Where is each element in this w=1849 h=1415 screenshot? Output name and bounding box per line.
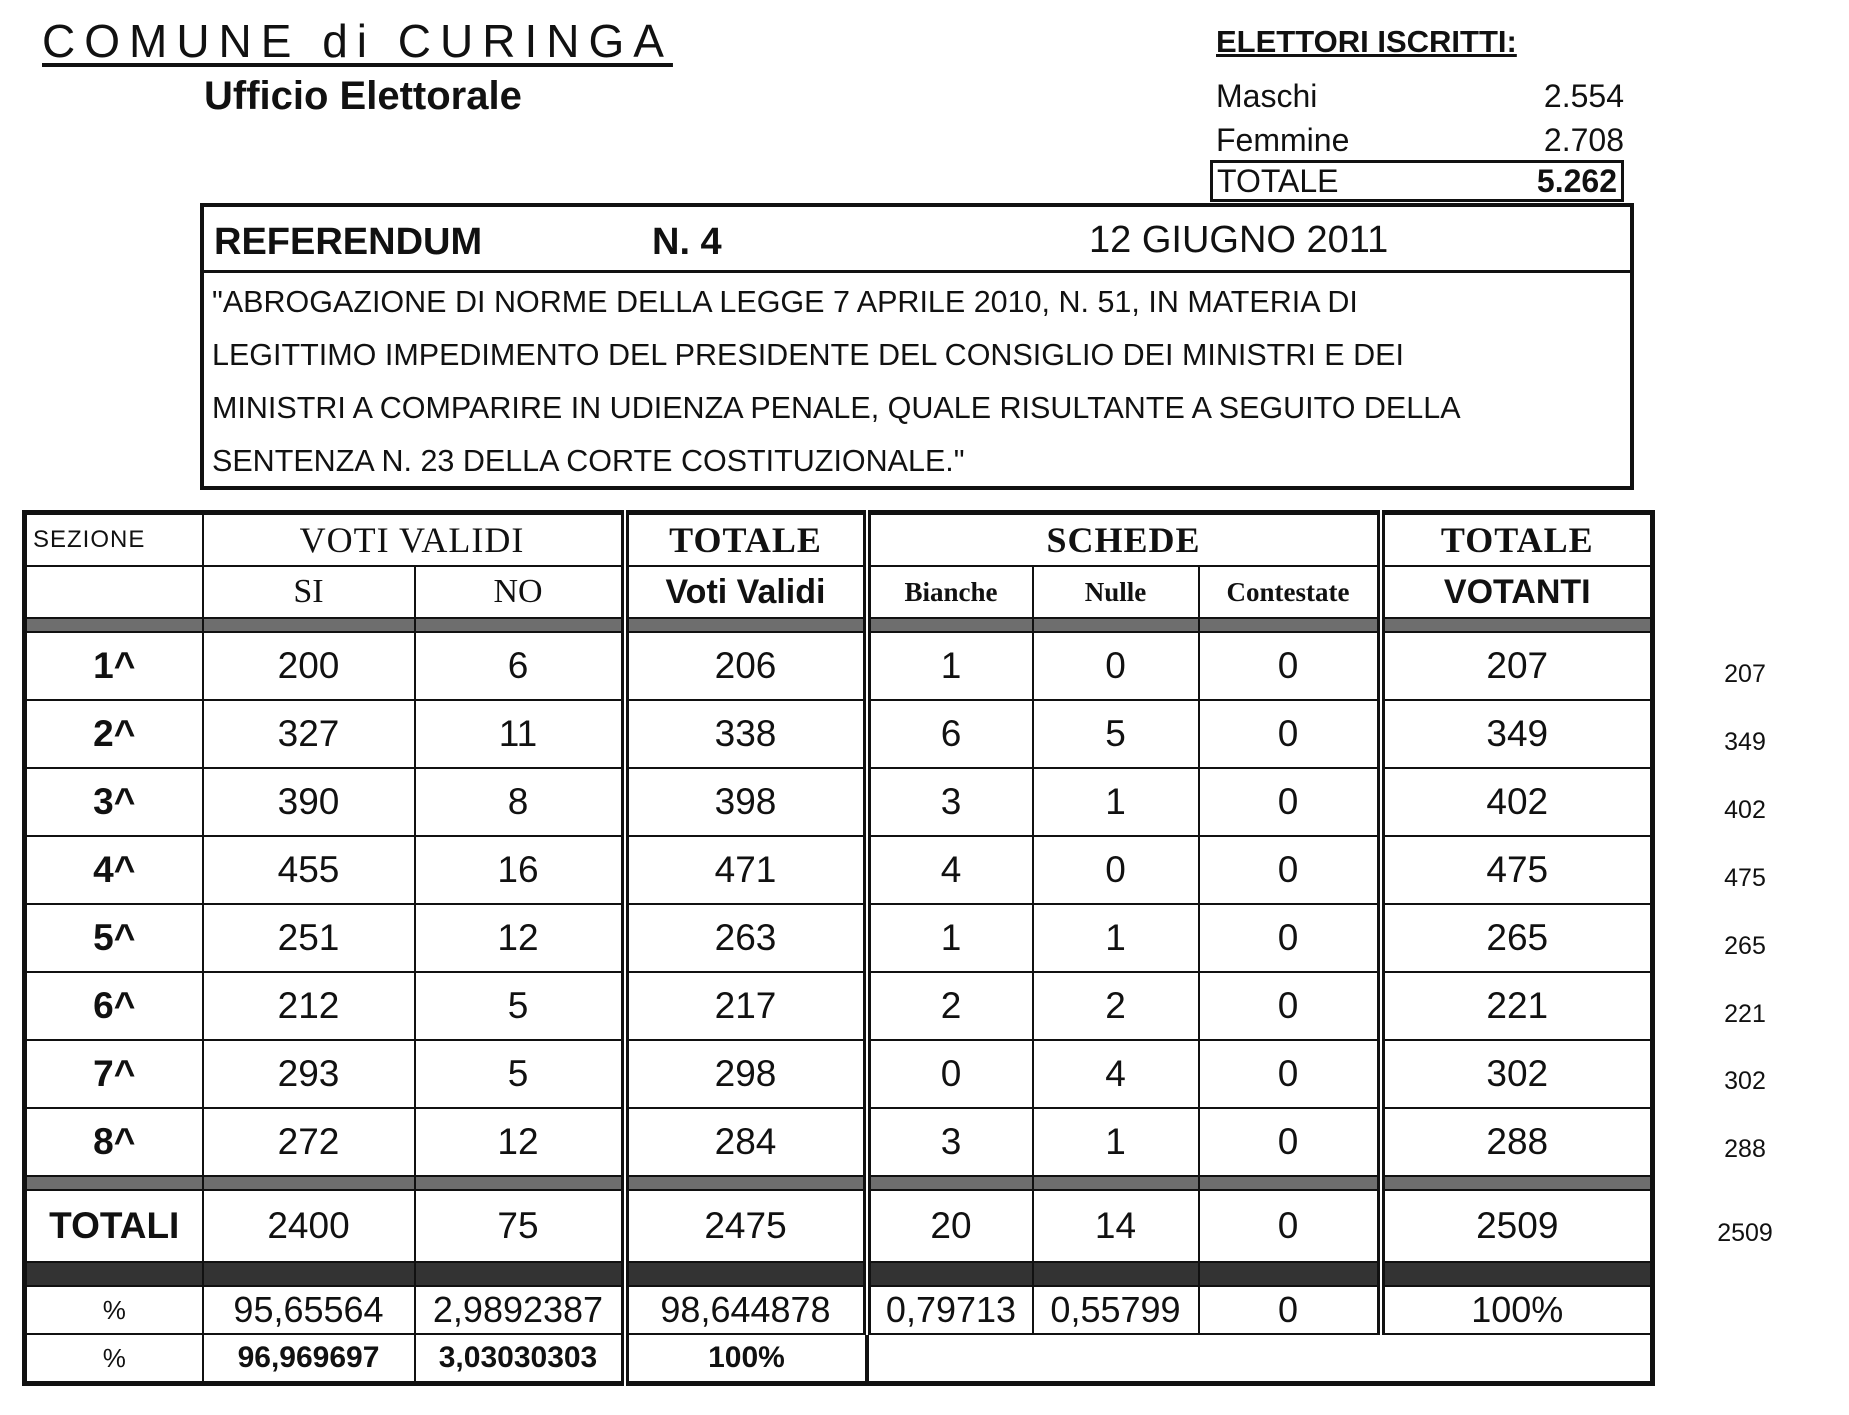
referendum-text-line: LEGITTIMO IMPEDIMENTO DEL PRESIDENTE DEL CONSIGLIO DEI MINISTRI E DEI [212, 338, 1404, 372]
side-votanti-value: 221 [1724, 1000, 1766, 1028]
percent-row-2 [25, 1334, 1653, 1384]
cell-si: 327 [203, 700, 415, 768]
cell-bianche: 3 [867, 1108, 1033, 1176]
header-no: NO [415, 566, 625, 618]
cell-bianche: 1 [867, 632, 1033, 700]
totale-value: 5.262 [1536, 163, 1617, 199]
cell-bianche: 0 [867, 1040, 1033, 1108]
results-table [22, 510, 1655, 1386]
cell-sez: 7^ [25, 1040, 203, 1108]
cell-sez: 4^ [25, 836, 203, 904]
header-row-2 [25, 566, 1653, 618]
side-totali-value: 2509 [1717, 1219, 1773, 1247]
cell-nulle: 1 [1033, 768, 1199, 836]
table-row [25, 972, 1653, 1040]
cell-tot: 398 [625, 768, 867, 836]
header-row-1 [25, 513, 1653, 567]
elettori-iscritti-title: ELETTORI ISCRITTI: [1216, 24, 1517, 59]
totali-label: TOTALI [25, 1190, 203, 1262]
cell-no: 16 [415, 836, 625, 904]
pct1-tot: 98,644878 [625, 1286, 867, 1334]
cell-no: 6 [415, 632, 625, 700]
cell-sez: 5^ [25, 904, 203, 972]
cell-votanti: 207 [1381, 632, 1653, 700]
pct2-tot: 100% [625, 1334, 867, 1384]
cell-nulle: 4 [1033, 1040, 1199, 1108]
cell-nulle: 1 [1033, 1108, 1199, 1176]
pct1-si: 95,65564 [203, 1286, 415, 1334]
cell-contestate: 0 [1199, 632, 1381, 700]
cell-votanti: 475 [1381, 836, 1653, 904]
cell-bianche: 6 [867, 700, 1033, 768]
header-empty [25, 566, 203, 618]
cell-no: 11 [415, 700, 625, 768]
referendum-number: N. 4 [652, 221, 722, 263]
totali-tot: 2475 [625, 1190, 867, 1262]
cell-no: 12 [415, 904, 625, 972]
elettori-femmine-row [1216, 122, 1624, 159]
totali-contestate: 0 [1199, 1190, 1381, 1262]
pct1-contestate: 0 [1199, 1286, 1381, 1334]
cell-contestate: 0 [1199, 1040, 1381, 1108]
cell-contestate: 0 [1199, 904, 1381, 972]
pct1-votanti: 100% [1381, 1286, 1653, 1334]
cell-tot: 263 [625, 904, 867, 972]
cell-contestate: 0 [1199, 1108, 1381, 1176]
side-votanti-value: 475 [1724, 864, 1766, 892]
femmine-value: 2.708 [1543, 122, 1624, 158]
pct2-si: 96,969697 [203, 1334, 415, 1384]
separator-row [25, 618, 1653, 632]
ufficio-subtitle: Ufficio Elettorale [204, 74, 522, 118]
cell-si: 251 [203, 904, 415, 972]
cell-no: 5 [415, 972, 625, 1040]
cell-votanti: 221 [1381, 972, 1653, 1040]
side-votanti-value: 207 [1724, 660, 1766, 688]
pct1-label: % [25, 1286, 203, 1334]
cell-si: 293 [203, 1040, 415, 1108]
pct1-bianche: 0,79713 [867, 1286, 1033, 1334]
pct2-empty [867, 1334, 1653, 1384]
cell-si: 212 [203, 972, 415, 1040]
side-votanti-value: 302 [1724, 1067, 1766, 1095]
table-row [25, 768, 1653, 836]
cell-votanti: 349 [1381, 700, 1653, 768]
pct2-no: 3,03030303 [415, 1334, 625, 1384]
header-voti-validi: VOTI VALIDI [203, 513, 625, 567]
cell-nulle: 0 [1033, 836, 1199, 904]
referendum-text-line: "ABROGAZIONE DI NORME DELLA LEGGE 7 APRILE 2010, N. 51, IN MATERIA DI [212, 285, 1358, 319]
cell-contestate: 0 [1199, 972, 1381, 1040]
totali-votanti: 2509 [1381, 1190, 1653, 1262]
cell-bianche: 3 [867, 768, 1033, 836]
header-voti-validi-2: Voti Validi [625, 566, 867, 618]
comune-title: COMUNE di CURINGA [42, 15, 673, 67]
side-votanti-value: 265 [1724, 932, 1766, 960]
cell-bianche: 1 [867, 904, 1033, 972]
cell-nulle: 1 [1033, 904, 1199, 972]
femmine-label: Femmine [1216, 122, 1350, 158]
pct1-no: 2,9892387 [415, 1286, 625, 1334]
cell-si: 390 [203, 768, 415, 836]
cell-sez: 8^ [25, 1108, 203, 1176]
table-row [25, 632, 1653, 700]
cell-sez: 1^ [25, 632, 203, 700]
cell-no: 5 [415, 1040, 625, 1108]
cell-no: 8 [415, 768, 625, 836]
cell-votanti: 265 [1381, 904, 1653, 972]
header-sezione: SEZIONE [25, 513, 203, 567]
totali-bianche: 20 [867, 1190, 1033, 1262]
maschi-label: Maschi [1216, 78, 1318, 114]
cell-sez: 6^ [25, 972, 203, 1040]
cell-contestate: 0 [1199, 768, 1381, 836]
header-schede: SCHEDE [867, 513, 1381, 567]
side-votanti-value: 402 [1724, 796, 1766, 824]
cell-sez: 2^ [25, 700, 203, 768]
cell-tot: 217 [625, 972, 867, 1040]
referendum-text-line: SENTENZA N. 23 DELLA CORTE COSTITUZIONALE." [212, 444, 965, 478]
cell-tot: 471 [625, 836, 867, 904]
totali-no: 75 [415, 1190, 625, 1262]
totali-row [25, 1190, 1653, 1262]
cell-no: 12 [415, 1108, 625, 1176]
percent-row-1 [25, 1286, 1653, 1334]
cell-sez: 3^ [25, 768, 203, 836]
cell-si: 272 [203, 1108, 415, 1176]
header-contestate: Contestate [1199, 566, 1381, 618]
table-row [25, 1040, 1653, 1108]
totali-si: 2400 [203, 1190, 415, 1262]
side-votanti-value: 349 [1724, 728, 1766, 756]
cell-nulle: 0 [1033, 632, 1199, 700]
cell-si: 455 [203, 836, 415, 904]
pct1-nulle: 0,55799 [1033, 1286, 1199, 1334]
totali-nulle: 14 [1033, 1190, 1199, 1262]
referendum-header [204, 207, 1630, 273]
header-totale-votanti: TOTALE [1381, 513, 1653, 567]
referendum-date: 12 GIUGNO 2011 [1089, 219, 1389, 261]
elettori-totale-row [1210, 160, 1624, 202]
pct2-label: % [25, 1334, 203, 1384]
cell-bianche: 2 [867, 972, 1033, 1040]
header-totale: TOTALE [625, 513, 867, 567]
cell-nulle: 5 [1033, 700, 1199, 768]
cell-si: 200 [203, 632, 415, 700]
header-si: SI [203, 566, 415, 618]
header-votanti: VOTANTI [1381, 566, 1653, 618]
cell-contestate: 0 [1199, 836, 1381, 904]
table-row [25, 836, 1653, 904]
header-bianche: Bianche [867, 566, 1033, 618]
cell-tot: 284 [625, 1108, 867, 1176]
data-rows [25, 632, 1653, 1176]
cell-tot: 206 [625, 632, 867, 700]
cell-votanti: 288 [1381, 1108, 1653, 1176]
referendum-label: REFERENDUM [214, 221, 483, 263]
referendum-box [200, 203, 1634, 490]
separator-row [25, 1176, 1653, 1190]
cell-votanti: 402 [1381, 768, 1653, 836]
cell-contestate: 0 [1199, 700, 1381, 768]
cell-tot: 298 [625, 1040, 867, 1108]
referendum-text-line: MINISTRI A COMPARIRE IN UDIENZA PENALE, QUALE RISULTANTE A SEGUITO DELLA [212, 391, 1461, 425]
table-row [25, 1108, 1653, 1176]
cell-tot: 338 [625, 700, 867, 768]
table-row [25, 700, 1653, 768]
cell-nulle: 2 [1033, 972, 1199, 1040]
separator-dark-row [25, 1262, 1653, 1286]
totale-label: TOTALE [1217, 163, 1339, 199]
cell-votanti: 302 [1381, 1040, 1653, 1108]
side-votanti-value: 288 [1724, 1135, 1766, 1163]
cell-bianche: 4 [867, 836, 1033, 904]
table-row [25, 904, 1653, 972]
header-nulle: Nulle [1033, 566, 1199, 618]
maschi-value: 2.554 [1543, 78, 1624, 114]
elettori-maschi-row [1216, 78, 1624, 115]
